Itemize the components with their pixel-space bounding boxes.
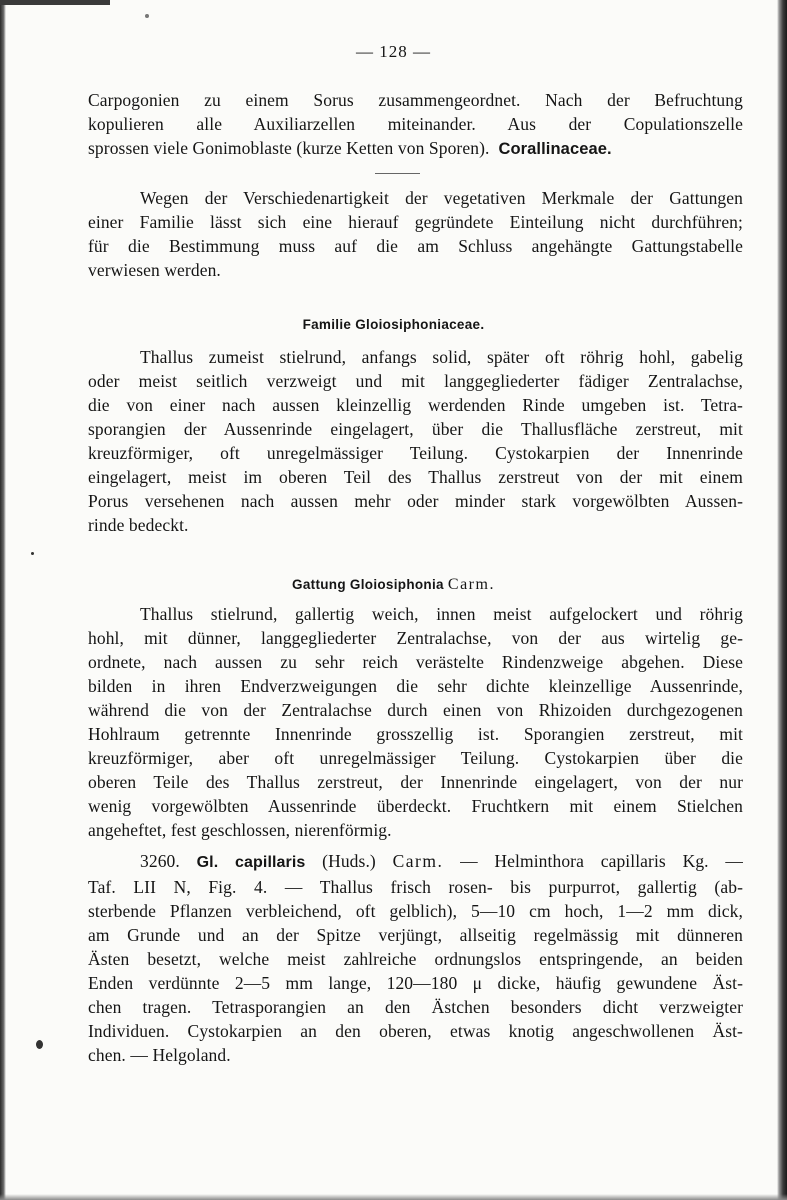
species-author-carm: Carm. [392,851,444,871]
text-line: hohl, mit dünner, langgegliederter Zentralachse, von der aus wirtelig ge- [88,628,743,648]
scan-speck [31,552,34,555]
text-line: ordnete, nach aussen zu sehr reich verästelte Rindenzweige abgehen. Diese [88,652,743,672]
scan-edge-bottom [0,1194,787,1200]
text-line: Taf. LII N, Fig. 4. — Thallus frisch rosen- bis purpurrot, gallertig (ab- [88,877,743,897]
genus-description [88,602,743,842]
species-authors: (Huds.) [322,851,376,871]
genus-name: Gattung Gloiosiphonia [292,577,444,592]
text-line: wenig vorgewölbten Aussenrinde überdeckt. Fruchtkern mit einem Stielchen [88,796,743,816]
genus-heading [0,576,787,594]
text-line: Porus versehenen nach aussen mehr oder minder stark vorgewölbten Aussen- [88,491,743,511]
text-line: bilden in ihren Endverzweigungen die sehr dichte kleinzellige Aussenrinde, [88,676,743,696]
species-entry [88,849,743,1067]
text-line: eingelagert, meist im oberen Teil des Thallus zerstreut von der mit einem [88,467,743,487]
text-line: angeheftet, fest geschlossen, nierenförmig. [88,820,392,840]
species-number: 3260. [140,851,180,871]
species-header-line [88,849,743,875]
text-line: Thallus zumeist stielrund, anfangs solid, später oft röhrig hohl, gabelig [140,347,743,367]
family-description [88,345,743,537]
text-line: Hohlraum getrennte Innenrinde grosszellig ist. Sporangien zerstreut, mit [88,724,743,744]
text-line [88,136,743,161]
text-line: Thallus stielrund, gallertig weich, innen meist aufgelockert und röhrig [140,604,743,624]
text-line: die von einer nach aussen kleinzellig werdenden Rinde umgeben ist. Tetra- [88,395,743,415]
text-segment: sprossen viele Gonimoblaste (kurze Ketten von Sporen). [88,138,490,158]
text-line: sporangien der Aussenrinde eingelagert, über die Thallusfläche zerstreut, mit [88,419,743,439]
text-line: chen tragen. Tetrasporangien an den Ästchen besonders dicht verzweigter [88,997,743,1017]
intro-paragraph [88,88,743,161]
scan-edge-left [0,0,6,1200]
text-line: kreuzförmiger, aber oft unregelmässiger Teilung. Cystokarpien über die [88,748,743,768]
text-line: oberen Teile des Thallus zerstreut, der Innenrinde eingelagert, von der nur [88,772,743,792]
text-line: oder meist seitlich verzweigt und mit langgegliederter fädiger Zentralachse, [88,371,743,391]
species-name: Gl. capillaris [196,854,306,871]
genera-paragraph [88,186,743,282]
text-line: Ästen besetzt, welche meist zahlreiche ordnungslos entspringende, an beiden [88,949,743,969]
text-line: rinde bedeckt. [88,515,189,535]
scan-edge-right [777,0,787,1200]
text-line: Carpogonien zu einem Sorus zusammengeordnet. Nach der Befruchtung [88,90,743,110]
section-separator [375,173,420,174]
scan-speck [36,1040,43,1049]
text-line: Enden verdünnte 2—5 mm lange, 120—180 μ dicke, häufig gewundene Äst- [88,973,743,993]
page-number: — 128 — [356,42,431,61]
text-line: chen. — Helgoland. [88,1045,231,1065]
text-line: kreuzförmiger, oft unregelmässiger Teilung. Cystokarpien der Innenrinde [88,443,743,463]
genus-author: Carm. [447,576,495,593]
scan-speck [145,14,149,18]
text-line: Individuen. Cystokarpien an den oberen, etwas knotig angeschwollenen Äst- [88,1021,743,1041]
text-line: für die Bestimmung muss auf die am Schluss angehängte Gattungstabelle [88,236,743,256]
text-line: einer Familie lässt sich eine hierauf gegründete Einteilung nicht durchführen; [88,212,743,232]
family-name-corallinaceae: Corallinaceae. [498,140,612,158]
text-line: sterbende Pflanzen verbleichend, oft gelblich), 5—10 cm hoch, 1—2 mm dick, [88,901,743,921]
text-line: Wegen der Verschiedenartigkeit der vegetativen Merkmale der Gattungen [140,188,743,208]
text-line: am Grunde und an der Spitze verjüngt, allseitig regelmässig mit dünneren [88,925,743,945]
text-line: verwiesen werden. [88,260,221,280]
species-synonym: — Helminthora capillaris Kg. — [460,851,743,871]
scan-edge-top [0,0,110,5]
text-line: kopulieren alle Auxiliarzellen miteinander. Aus der Copulationszelle [88,114,743,134]
family-heading: Familie Gloiosiphoniaceae. [302,317,485,332]
text-line: während die von der Zentralachse durch einen von Rhizoiden durchgezogenen [88,700,743,720]
